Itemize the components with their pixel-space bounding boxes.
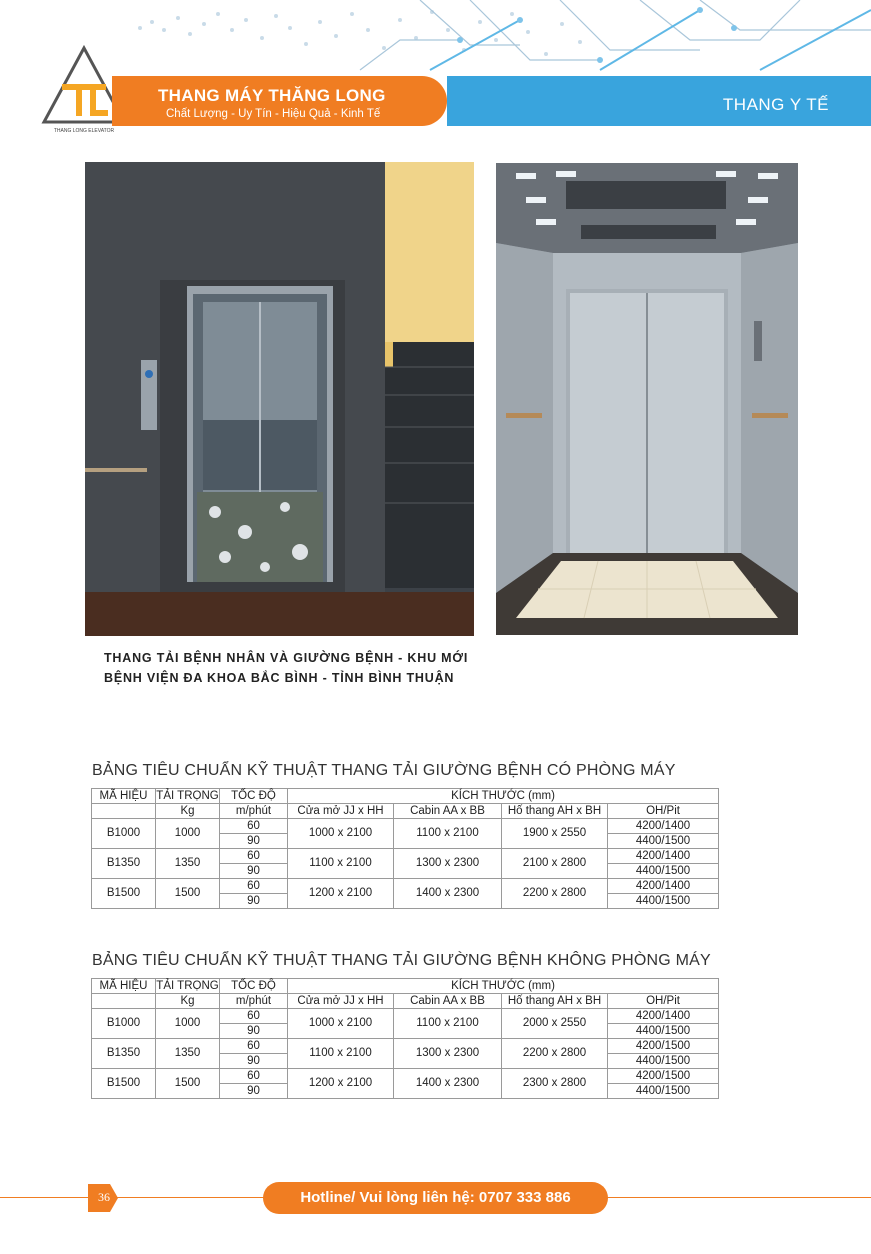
cell-model: B1350 xyxy=(92,849,156,879)
cell-cabin: 1100 x 2100 xyxy=(394,819,502,849)
cell-ohpit-2: 4400/1500 xyxy=(608,894,719,909)
header-speed-unit: m/phút xyxy=(220,804,288,819)
cell-load: 1500 xyxy=(156,879,220,909)
header-load: TẢI TRỌNG xyxy=(156,979,219,992)
header-load-unit: Kg xyxy=(156,804,220,819)
cell-ohpit-2: 4400/1500 xyxy=(608,864,719,879)
cell-model: B1500 xyxy=(92,1069,156,1099)
cell-ohpit-1: 4200/1400 xyxy=(608,1009,719,1024)
cell-door: 1000 x 2100 xyxy=(288,819,394,849)
cell-speed-2: 90 xyxy=(220,1024,288,1039)
hospital-lift-entrance-photo xyxy=(85,162,474,636)
spec-table-1-title: BẢNG TIÊU CHUẨN KỸ THUẬT THANG TẢI GIƯỜNG BỆNH CÓ PHÒNG MÁY xyxy=(92,762,676,779)
cell-shaft: 1900 x 2550 xyxy=(502,819,608,849)
cell-shaft: 2100 x 2800 xyxy=(502,849,608,879)
cell-load: 1350 xyxy=(156,1039,220,1069)
cell-ohpit-1: 4200/1400 xyxy=(608,879,719,894)
cell-model: B1350 xyxy=(92,1039,156,1069)
cell-cabin: 1400 x 2300 xyxy=(394,879,502,909)
cell-cabin: 1300 x 2300 xyxy=(394,1039,502,1069)
spec-table-2 xyxy=(91,978,719,1099)
cell-model: B1000 xyxy=(92,819,156,849)
header-model: MÃ HIỆU xyxy=(92,979,156,994)
cell-ohpit-2: 4400/1500 xyxy=(608,1054,719,1069)
header-speed: TỐC ĐỘ xyxy=(220,789,288,804)
brand-slogan: Chất Lượng - Uy Tín - Hiệu Quả - Kinh Tế xyxy=(166,108,381,120)
cell-shaft: 2200 x 2800 xyxy=(502,879,608,909)
cell-speed-1: 60 xyxy=(220,849,288,864)
header-ohpit: OH/Pit xyxy=(608,994,719,1009)
cell-door: 1200 x 2100 xyxy=(288,879,394,909)
brand-title: THANG MÁY THĂNG LONG xyxy=(158,86,386,105)
cell-ohpit-1: 4200/1500 xyxy=(608,1039,719,1054)
cell-shaft: 2300 x 2800 xyxy=(502,1069,608,1099)
cell-ohpit-1: 4200/1400 xyxy=(608,849,719,864)
header-door: Cửa mở JJ x HH xyxy=(288,804,394,819)
header-model-blank xyxy=(92,804,156,819)
cell-speed-2: 90 xyxy=(220,1054,288,1069)
table-row xyxy=(92,879,719,894)
header-shaft: Hố thang AH x BH xyxy=(502,994,608,1009)
cell-door: 1100 x 2100 xyxy=(288,849,394,879)
table-row xyxy=(92,1009,719,1024)
stainless-steel-lift-cabin-photo xyxy=(496,163,798,635)
cell-door: 1000 x 2100 xyxy=(288,1009,394,1039)
cell-model: B1000 xyxy=(92,1009,156,1039)
spec-table-1 xyxy=(91,788,719,909)
header-cabin: Cabin AA x BB xyxy=(394,994,502,1009)
cell-load: 1500 xyxy=(156,1069,220,1099)
page-number: 36 xyxy=(98,1190,110,1204)
caption-line-2: BỆNH VIỆN ĐA KHOA BẮC BÌNH - TỈNH BÌNH THUẬN xyxy=(104,671,455,685)
cell-door: 1200 x 2100 xyxy=(288,1069,394,1099)
cell-speed-2: 90 xyxy=(220,834,288,849)
logo-subtitle: THANG LONG ELEVATOR xyxy=(53,128,115,134)
cell-model: B1500 xyxy=(92,879,156,909)
header-speed: TỐC ĐỘ xyxy=(220,979,288,994)
section-title: THANG Y TẾ xyxy=(722,95,829,114)
photo-caption xyxy=(104,648,468,688)
cell-ohpit-2: 4400/1500 xyxy=(608,1084,719,1099)
header-load: TẢI TRỌNG xyxy=(156,789,219,802)
table-row xyxy=(92,1069,719,1084)
header-dimensions: KÍCH THƯỚC (mm) xyxy=(288,979,719,994)
cell-load: 1350 xyxy=(156,849,220,879)
caption-line-1: THANG TẢI BỆNH NHÂN VÀ GIƯỜNG BỆNH - KHU MỚI xyxy=(104,651,469,665)
cell-ohpit-2: 4400/1500 xyxy=(608,1024,719,1039)
cell-speed-1: 60 xyxy=(220,819,288,834)
header-cabin: Cabin AA x BB xyxy=(394,804,502,819)
cell-door: 1100 x 2100 xyxy=(288,1039,394,1069)
header-speed-unit: m/phút xyxy=(220,994,288,1009)
spec-table-2-title: BẢNG TIÊU CHUẨN KỸ THUẬT THANG TẢI GIƯỜNG BỆNH KHÔNG PHÒNG MÁY xyxy=(92,952,711,969)
header-ohpit: OH/Pit xyxy=(608,804,719,819)
cell-load: 1000 xyxy=(156,1009,220,1039)
header-load-unit: Kg xyxy=(156,994,220,1009)
hotline-banner: Hotline/ Vui lòng liên hệ: 0707 333 886 xyxy=(263,1182,608,1214)
header-shaft: Hố thang AH x BH xyxy=(502,804,608,819)
header-model: MÃ HIỆU xyxy=(92,789,156,804)
header-door: Cửa mở JJ x HH xyxy=(288,994,394,1009)
cell-speed-1: 60 xyxy=(220,1069,288,1084)
cell-shaft: 2000 x 2550 xyxy=(502,1009,608,1039)
header-dimensions: KÍCH THƯỚC (mm) xyxy=(288,789,719,804)
cell-speed-1: 60 xyxy=(220,1009,288,1024)
table-row xyxy=(92,1039,719,1054)
cell-cabin: 1300 x 2300 xyxy=(394,849,502,879)
table-row xyxy=(92,819,719,834)
cell-speed-1: 60 xyxy=(220,1039,288,1054)
cell-load: 1000 xyxy=(156,819,220,849)
cell-speed-2: 90 xyxy=(220,1084,288,1099)
table-row xyxy=(92,849,719,864)
header-model-blank xyxy=(92,994,156,1009)
cell-shaft: 2200 x 2800 xyxy=(502,1039,608,1069)
cell-ohpit-2: 4400/1500 xyxy=(608,834,719,849)
cell-ohpit-1: 4200/1400 xyxy=(608,819,719,834)
cell-speed-2: 90 xyxy=(220,894,288,909)
cell-ohpit-1: 4200/1500 xyxy=(608,1069,719,1084)
cell-cabin: 1400 x 2300 xyxy=(394,1069,502,1099)
cell-speed-2: 90 xyxy=(220,864,288,879)
cell-cabin: 1100 x 2100 xyxy=(394,1009,502,1039)
cell-speed-1: 60 xyxy=(220,879,288,894)
